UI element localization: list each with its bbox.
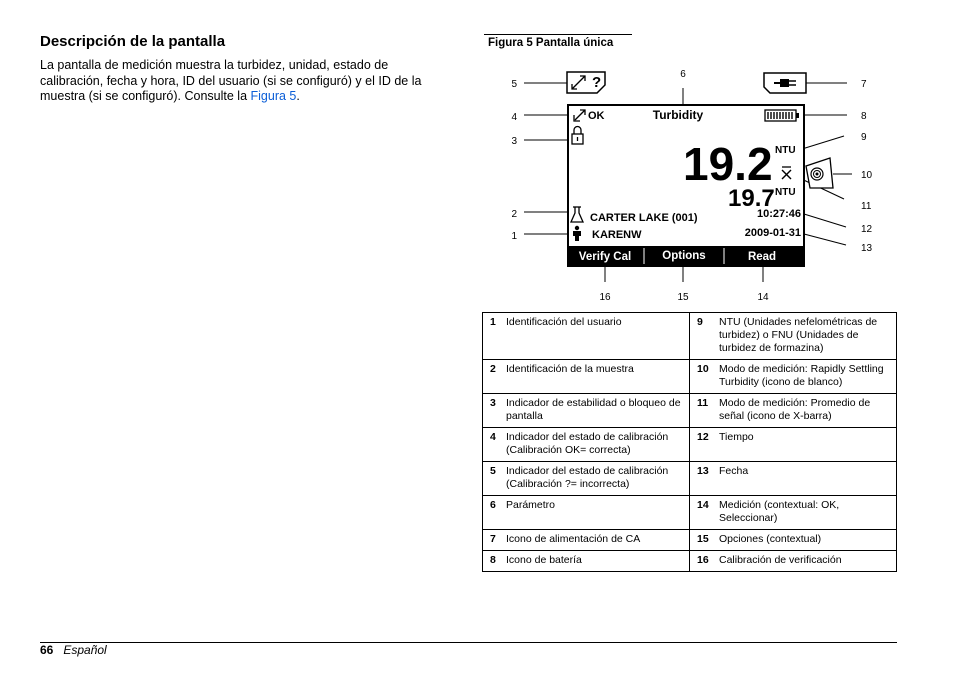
- main-reading: 19.2: [683, 138, 773, 190]
- legend-text: Indicador del estado de calibración (Calibración ?= incorrecta): [506, 465, 669, 490]
- legend-text: Identificación del usuario: [506, 316, 622, 328]
- figure-link[interactable]: Figura 5: [250, 89, 297, 103]
- callout-2: 2: [511, 209, 517, 220]
- callout-4: 4: [511, 112, 517, 123]
- legend-text: Fecha: [719, 465, 749, 477]
- battery-icon: [765, 110, 799, 121]
- callout-3: 3: [511, 136, 517, 147]
- legend-number: 6: [490, 499, 496, 511]
- time-readout: 10:27:46: [756, 208, 801, 220]
- intro-text-end: .: [296, 89, 300, 103]
- callout-1: 1: [511, 231, 517, 242]
- legend-table: [482, 312, 897, 572]
- sample-id: CARTER LAKE (001): [590, 212, 698, 224]
- intro-text: La pantalla de medición muestra la turbidez, unidad, estado de calibración, fecha y hora, ID del usuario (si se configuró) y el ID de la muestra (si se configuró). Consulte la: [40, 58, 422, 103]
- read-softkey[interactable]: Read: [747, 251, 777, 263]
- table-row: [483, 551, 897, 572]
- legend-text: Icono de batería: [506, 554, 582, 566]
- legend-number: 9: [697, 316, 703, 328]
- legend-number: 11: [697, 397, 709, 409]
- table-row: [483, 428, 897, 462]
- legend-number: 8: [490, 554, 496, 566]
- table-row: [483, 394, 897, 428]
- legend-text: Medición (contextual: OK, Seleccionar): [719, 499, 840, 524]
- verify-cal-softkey[interactable]: Verify Cal: [578, 251, 632, 263]
- callout-13: 13: [861, 243, 873, 254]
- legend-text: NTU (Unidades nefelométricas de turbidez) o FNU (Unidades de turbidez de formazina): [719, 316, 878, 354]
- legend-text: Indicador de estabilidad o bloqueo de pantalla: [506, 397, 681, 422]
- legend-number: 4: [490, 431, 496, 443]
- legend-number: 5: [490, 465, 496, 477]
- figure-caption: Figura 5 Pantalla única: [488, 37, 614, 49]
- legend-number: 10: [697, 363, 709, 375]
- callout-12: 12: [861, 224, 873, 235]
- main-unit: NTU: [775, 145, 796, 156]
- table-row: [483, 360, 897, 394]
- table-row: [483, 530, 897, 551]
- calibration-question-icon: [567, 72, 605, 93]
- parameter-label: Turbidity: [652, 108, 704, 122]
- callout-9: 9: [861, 132, 867, 143]
- section-title: Descripción de la pantalla: [40, 33, 226, 50]
- legend-text: Modo de medición: Promedio de señal (icono de X-barra): [719, 397, 871, 422]
- legend-text: Opciones (contextual): [719, 533, 822, 545]
- page-number: 66: [40, 643, 54, 657]
- callout-14: 14: [757, 292, 769, 303]
- callout-6: 6: [680, 69, 686, 80]
- rapidly-settling-turbidity-icon: [806, 158, 833, 188]
- legend-number: 1: [490, 316, 496, 328]
- legend-text: Parámetro: [506, 499, 556, 511]
- legend-number: 2: [490, 363, 496, 375]
- user-id: KARENW: [592, 229, 642, 241]
- callout-15: 15: [677, 292, 689, 303]
- display-figure: [484, 56, 894, 306]
- ac-power-plug-icon: [764, 73, 806, 93]
- legend-number: 13: [697, 465, 709, 477]
- legend-number: 7: [490, 533, 496, 545]
- legend-text: Icono de alimentación de CA: [506, 533, 641, 545]
- footer-rule: [40, 642, 897, 643]
- legend-text: Identificación de la muestra: [506, 363, 634, 375]
- legend-text: Calibración de verificación: [719, 554, 842, 566]
- table-row: [483, 313, 897, 360]
- footer-language: Español: [63, 643, 107, 657]
- callout-10: 10: [861, 170, 873, 181]
- page-footer: [40, 643, 107, 657]
- average-unit: NTU: [775, 187, 796, 198]
- legend-text: Indicador del estado de calibración (Calibración OK= correcta): [506, 431, 669, 456]
- callout-16: 16: [599, 292, 611, 303]
- table-row: [483, 462, 897, 496]
- svg-text:?: ?: [592, 74, 602, 91]
- legend-number: 12: [697, 431, 709, 443]
- legend-number: 14: [697, 499, 709, 511]
- cal-ok-text: OK: [588, 110, 605, 122]
- callout-7: 7: [861, 79, 867, 90]
- figure-rule: [484, 34, 632, 35]
- legend-number: 3: [490, 397, 496, 409]
- legend-number: 15: [697, 533, 709, 545]
- average-reading: 19.7: [728, 185, 775, 212]
- table-row: [483, 496, 897, 530]
- date-readout: 2009-01-31: [744, 227, 801, 239]
- intro-paragraph: [40, 58, 440, 105]
- legend-number: 16: [697, 554, 709, 566]
- legend-text: Tiempo: [719, 431, 754, 443]
- callout-8: 8: [861, 111, 867, 122]
- options-softkey[interactable]: Options: [662, 250, 706, 262]
- callout-5: 5: [511, 79, 517, 90]
- callout-11: 11: [861, 201, 872, 212]
- legend-text: Modo de medición: Rapidly Settling Turbidity (icono de blanco): [719, 363, 884, 388]
